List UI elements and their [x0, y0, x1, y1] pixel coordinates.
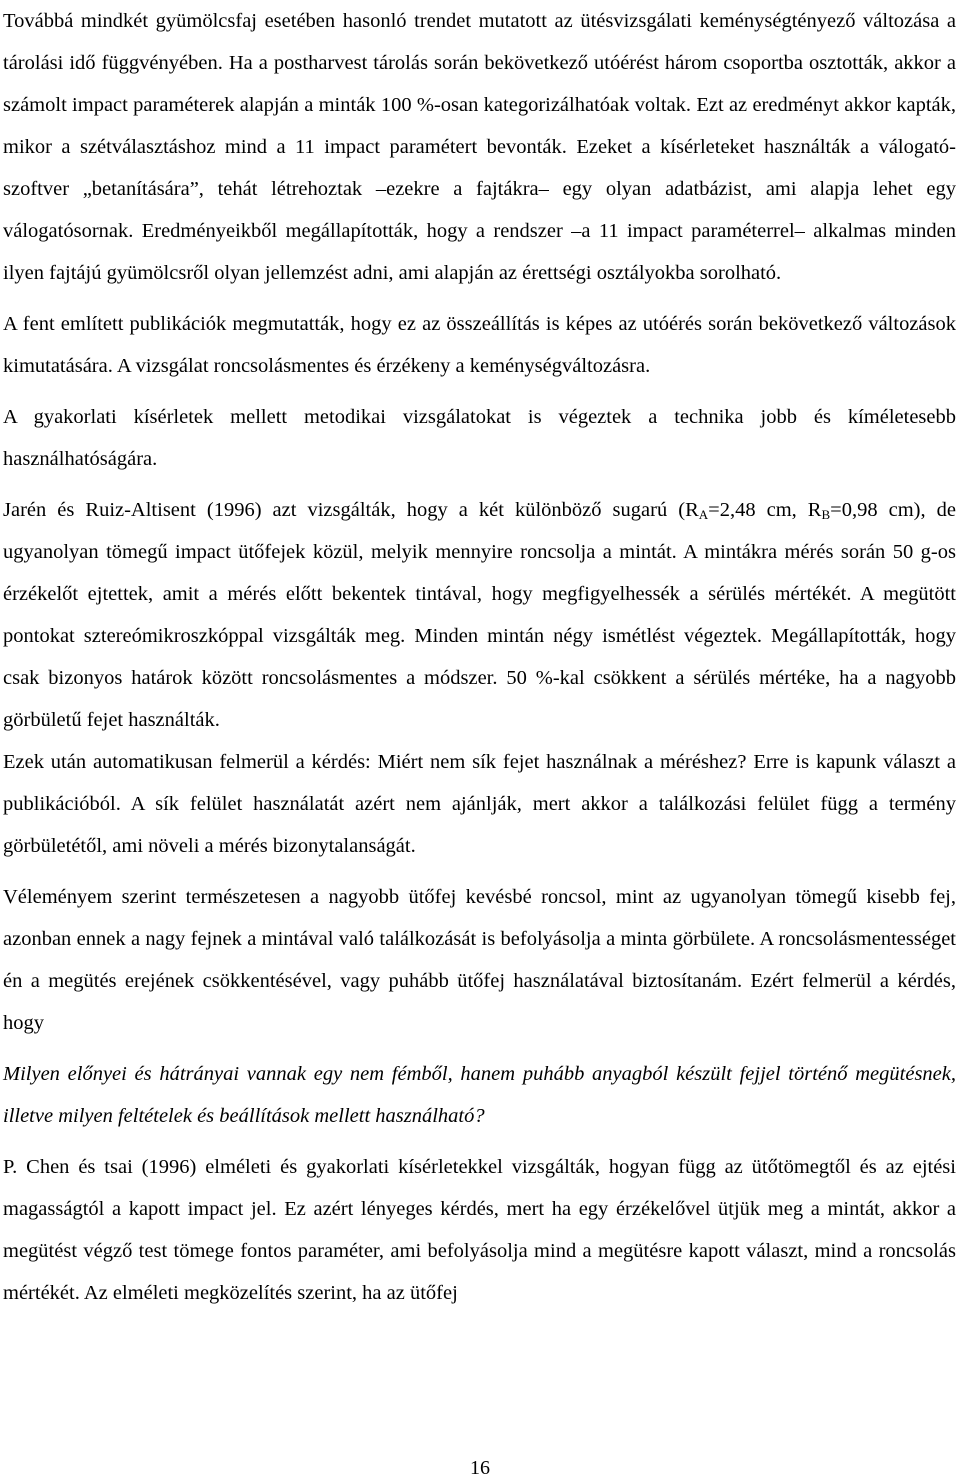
paragraph-impact-classification: Továbbá mindkét gyümölcsfaj esetében hasonló trendet mutatott az ütésvizsgálati keménységtényező változása a tárolási idő függvényében. Ha a postharvest tárolás során bekövetkező utóérést három csoportba osztották, akkor a számolt impact paraméterek alapján a minták 100 %-osan kategorizálhatóak voltak. Ezt az eredményt akkor kapták, mikor a szétválasztáshoz mind a 11 impact paramétert bevonták. Ezeket a kísérleteket használták a válogató-szoftver „betanítására”, tehát létrehoztak –ezekre a fajtákra– egy olyan adatbázist, ami alapja lehet egy válogatósornak. Eredményeikből megállapították, hogy a rendszer –a 11 impact paraméterrel– alkalmas minden ilyen fajtájú gyümölcsről olyan jellemzést adni, ami alapján az érettségi osztályokba sorolható. [3, 10, 956, 284]
paragraph-chen: P. Chen és tsai (1996) elméleti és gyakorlati kísérletekkel vizsgálták, hogyan függ az ütőtömegtől és az ejtési magasságtól a kapott impact jel. Ez azért lényeges kérdés, mert ha egy érzékelővel ütjük meg a mintát, akkor a megütést végző test tömege fontos paraméter, ami befolyásolja mind a megütésre kapott választ, mind a roncsolás mértékét. Az elméleti megközelítés szerint, ha az ütőfej [3, 1156, 956, 1304]
paragraph-text-part: =0,98 cm), de ugyanolyan tömegű impact ütőfejek közül, melyik mennyire roncsolja a mintát. A mintákra mérés során 50 g-os érzékelőt ejtettek, amit a mérés előtt bekentek tintával, hogy megfigyelhessék a sérülés mértékét. A megütött pontokat sztereómikroszkóppal vizsgálták meg. Minden mintán négy ismétlést végeztek. Megállapították, hogy csak bizonyos határok között roncsolásmentes a módszer. 50 %-kal csökkent a sérülés mértéke, ha a nagyobb görbületű fejet használták. [3, 499, 956, 731]
paragraph-opinion: Véleményem szerint természetesen a nagyobb ütőfej kevésbé roncsol, mint az ugyanolyan tömegű kisebb fej, azonban ennek a nagy fejnek a mintával való találkozását is befolyásolja a minta görbülete. A roncsolásmentességet én a megütés erejének csökkentésével, vagy puhább ütőfej használatával biztosítanám. Ezért felmerül a kérdés, hogy [3, 886, 956, 1034]
subscript-a: A [698, 507, 709, 522]
paragraph-text-part: =2,48 cm, R [708, 499, 822, 521]
document-body [3, 0, 956, 1314]
paragraph-flat-head-question: Ezek után automatikusan felmerül a kérdés: Miért nem sík fejet használnak a méréshez? Erre is kapunk választ a publikációból. A sík felület használatát azért nem ajánlják, mert akkor a találkozási felület függ a termény görbületétől, ami növeli a mérés bizonytalanságát. [3, 751, 956, 857]
paragraph-research-question: Milyen előnyei és hátrányai vannak egy nem fémből, hanem puhább anyagból készült fejjel történő megütésnek, illetve milyen feltételek és beállítások mellett használható? [3, 1063, 956, 1127]
paragraph-text-part: Jarén és Ruiz-Altisent (1996) azt vizsgálták, hogy a két különböző sugarú (R [3, 499, 699, 521]
page-number: 16 [470, 1457, 490, 1479]
paragraph-publications-summary: A fent említett publikációk megmutatták, hogy ez az összeállítás is képes az utóérés során bekövetkező változások kimutatására. A vizsgálat roncsolásmentes és érzékeny a keménységváltozásra. [3, 313, 956, 377]
paragraph-jaren-ruiz-altisent [3, 489, 956, 741]
subscript-b: B [821, 507, 831, 522]
paragraph-methodology: A gyakorlati kísérletek mellett metodikai vizsgálatokat is végeztek a technika jobb és kíméletesebb használhatóságára. [3, 406, 956, 470]
